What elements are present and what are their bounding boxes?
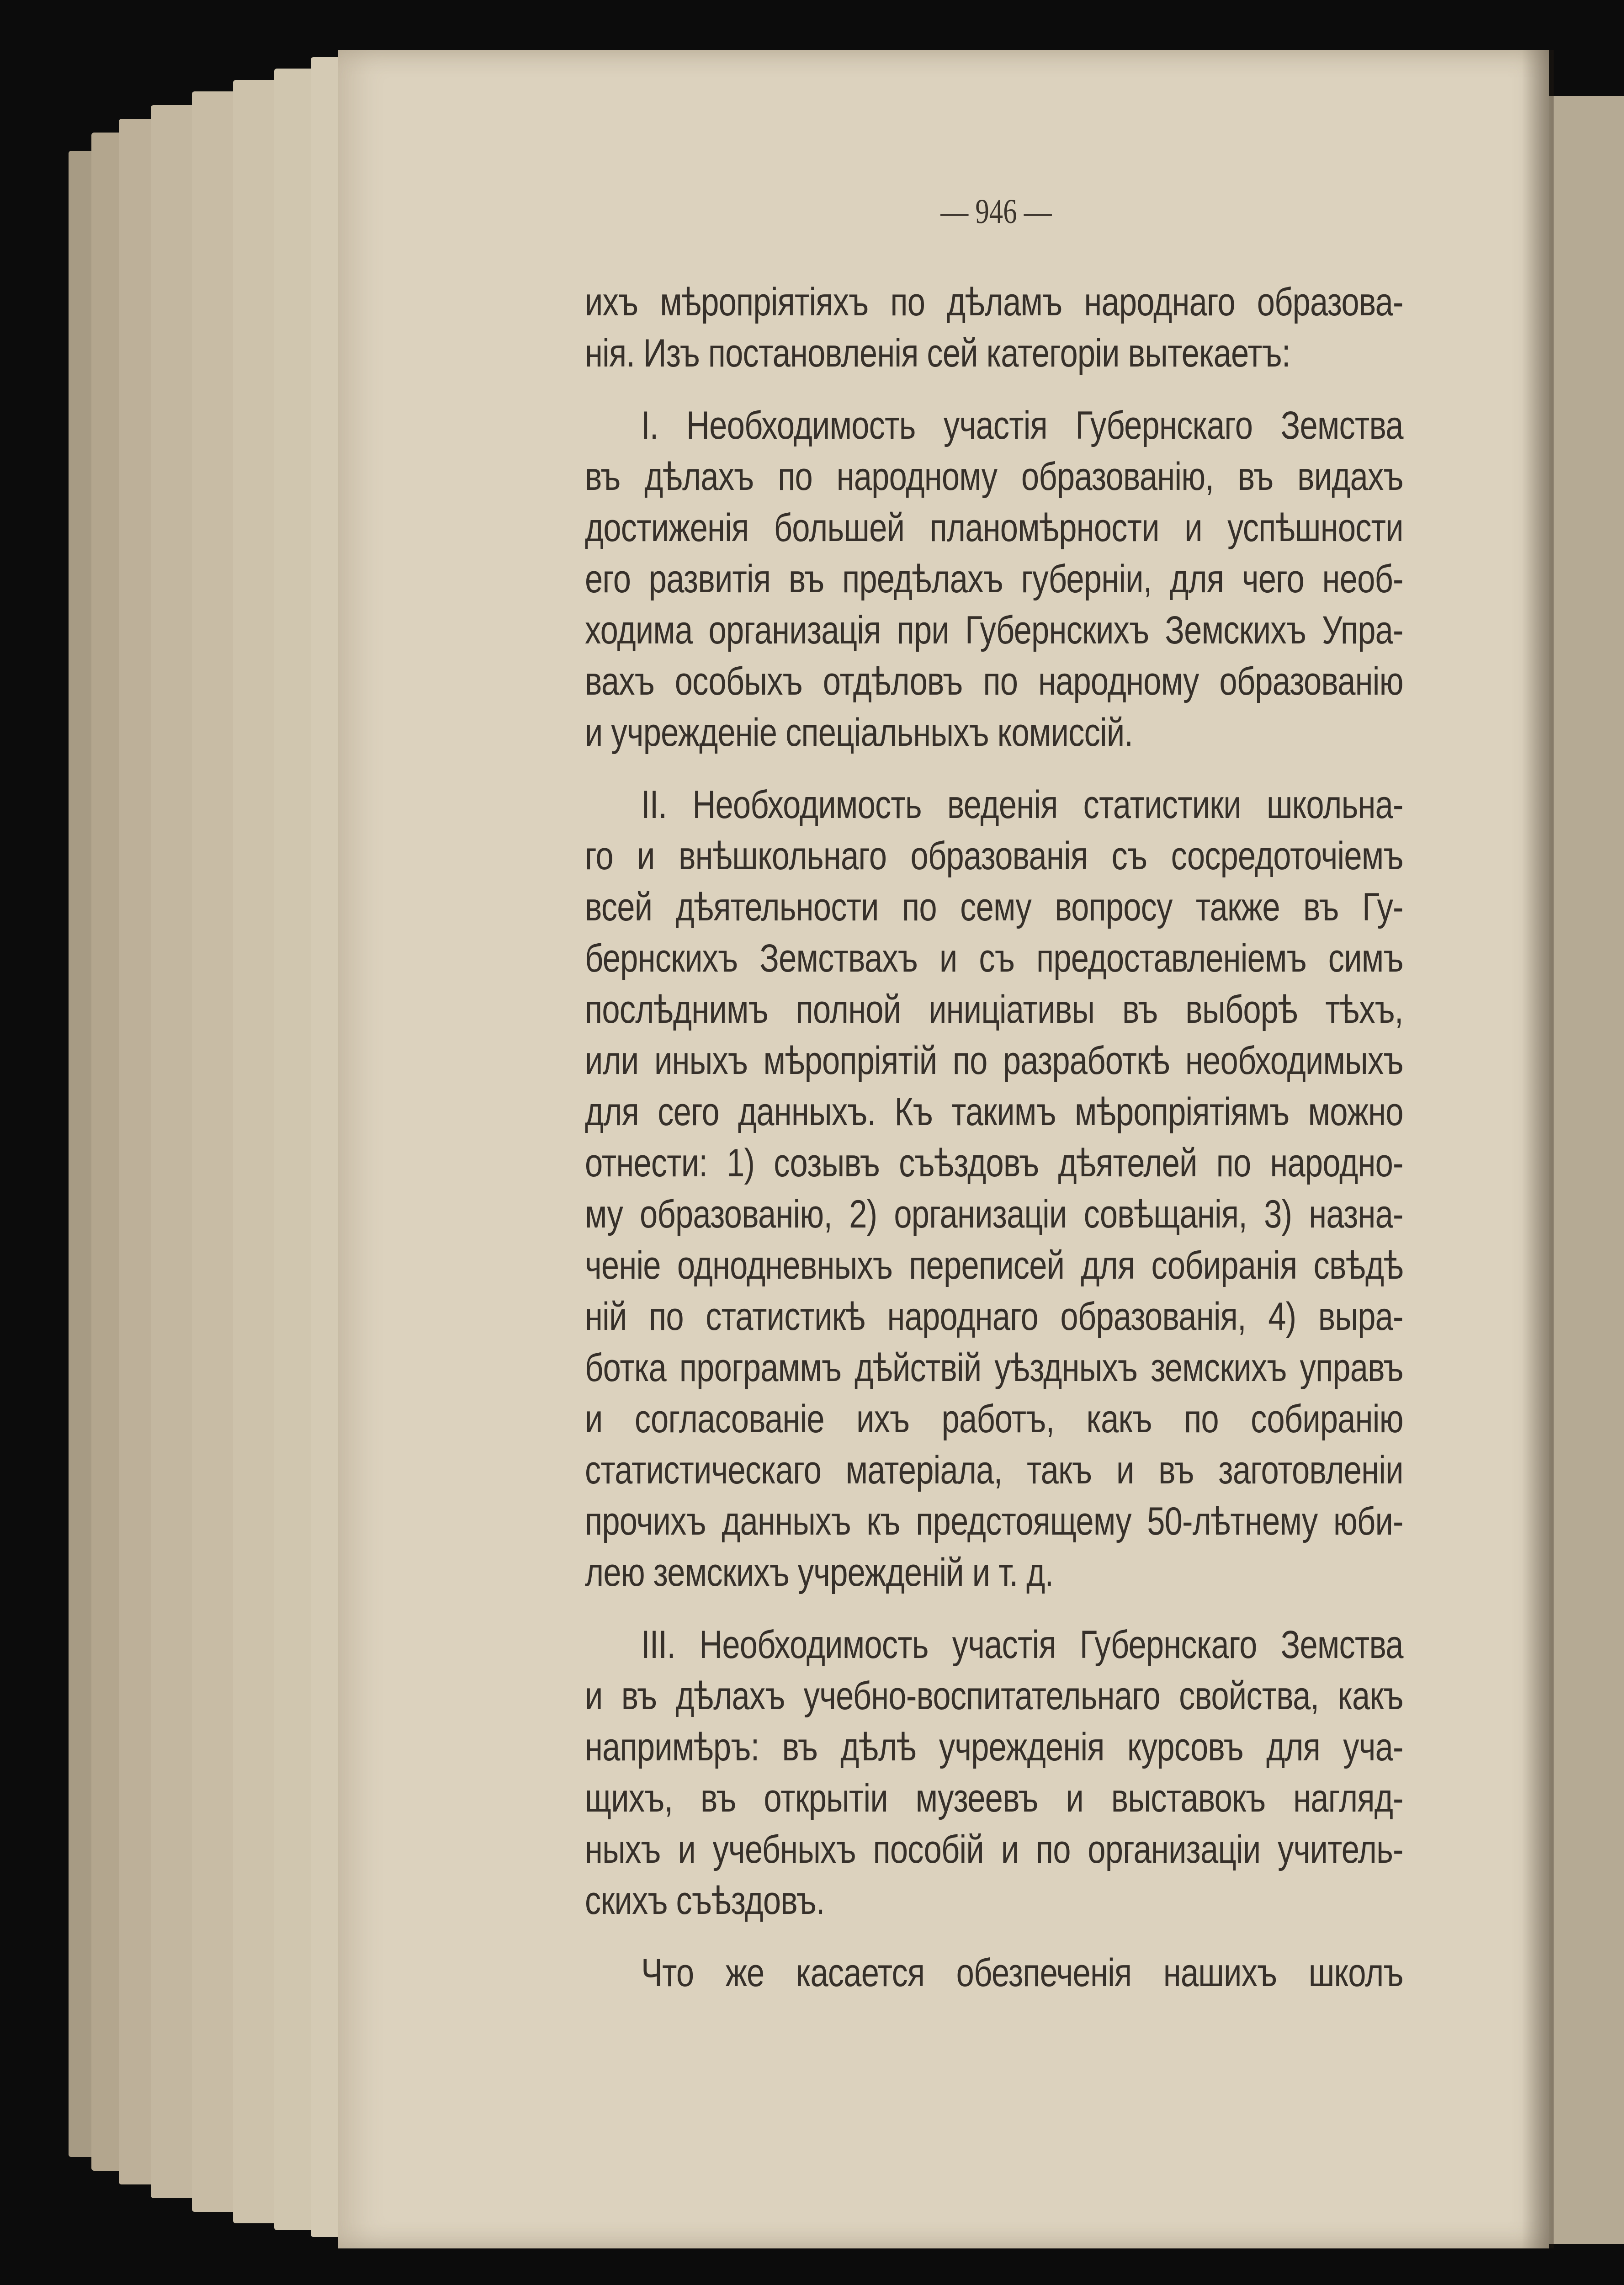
text-line: ходима организація при Губернскихъ Земскихъ Упра- (585, 608, 1403, 652)
text-line: достиженія большей планомѣрности и успѣшности (585, 506, 1403, 550)
text-line: скихъ съѣздовъ. (585, 1879, 825, 1923)
text-line: всей дѣятельности по сему вопросу также въ Гу- (585, 885, 1403, 929)
facing-page (1542, 96, 1624, 2244)
text-line: напримѣръ: въ дѣлѣ учрежденія курсовъ для уча- (585, 1725, 1403, 1769)
text-line: отнести: 1) созывъ съѣздовъ дѣятелей по народно- (585, 1141, 1403, 1185)
text-line: его развитія въ предѣлахъ губерніи, для чего необ- (585, 557, 1403, 601)
text-line: и учрежденіе спеціальныхъ комиссій. (585, 711, 1133, 755)
text-line: и согласованіе ихъ работъ, какъ по собиранію (585, 1397, 1403, 1441)
text-line: III. Необходимость участія Губернскаго Земства (641, 1623, 1403, 1667)
text-line: или иныхъ мѣропріятій по разработкѣ необходимыхъ (585, 1039, 1403, 1083)
text-line: статистическаго матеріала, такъ и въ заготовленіи (585, 1448, 1403, 1492)
text-line: лею земскихъ учрежденій и т. д. (585, 1551, 1054, 1594)
text-line: ній по статистикѣ народнаго образованія, 4) выра- (585, 1295, 1403, 1339)
text-line: нія. Изъ постановленія сей категоріи вытекаетъ: (585, 331, 1290, 375)
text-line: ченіе однодневныхъ переписей для собиранія свѣдѣ (585, 1243, 1403, 1287)
text-line: послѣднимъ полной иниціативы въ выборѣ тѣхъ, (585, 988, 1403, 1031)
page-number: — 946 — (940, 192, 1052, 231)
body-text (585, 276, 1403, 1998)
text-line: II. Необходимость веденія статистики школьна- (641, 783, 1403, 827)
text-line: ныхъ и учебныхъ пособій и по организаціи учитель- (585, 1828, 1403, 1871)
text-line: и въ дѣлахъ учебно-воспитательнаго свойства, какъ (585, 1674, 1403, 1718)
text-line: ихъ мѣропріятіяхъ по дѣламъ народнаго образова- (585, 280, 1403, 324)
text-line: ботка программъ дѣйствій уѣздныхъ земскихъ управъ (585, 1346, 1403, 1390)
text-line: вахъ особыхъ отдѣловъ по народному образованію (585, 659, 1403, 703)
text-line: для сего данныхъ. Къ такимъ мѣропріятіямъ можно (585, 1090, 1403, 1134)
book-gutter (1522, 50, 1554, 2248)
text-line: I. Необходимость участія Губернскаго Земства (641, 404, 1403, 447)
text-line: щихъ, въ открытіи музеевъ и выставокъ нагляд- (585, 1776, 1403, 1820)
text-line: бернскихъ Земствахъ и съ предоставленіемъ симъ (585, 936, 1403, 980)
text-line: прочихъ данныхъ къ предстоящему 50-лѣтнему юби- (585, 1499, 1403, 1543)
text-line: го и внѣшкольнаго образованія съ сосредоточіемъ (585, 834, 1403, 878)
text-line: му образованію, 2) организаціи совѣщанія, 3) назна- (585, 1192, 1403, 1236)
text-line: въ дѣлахъ по народному образованію, въ видахъ (585, 455, 1403, 499)
text-line: Что же касается обезпеченія нашихъ школъ (641, 1951, 1403, 1995)
